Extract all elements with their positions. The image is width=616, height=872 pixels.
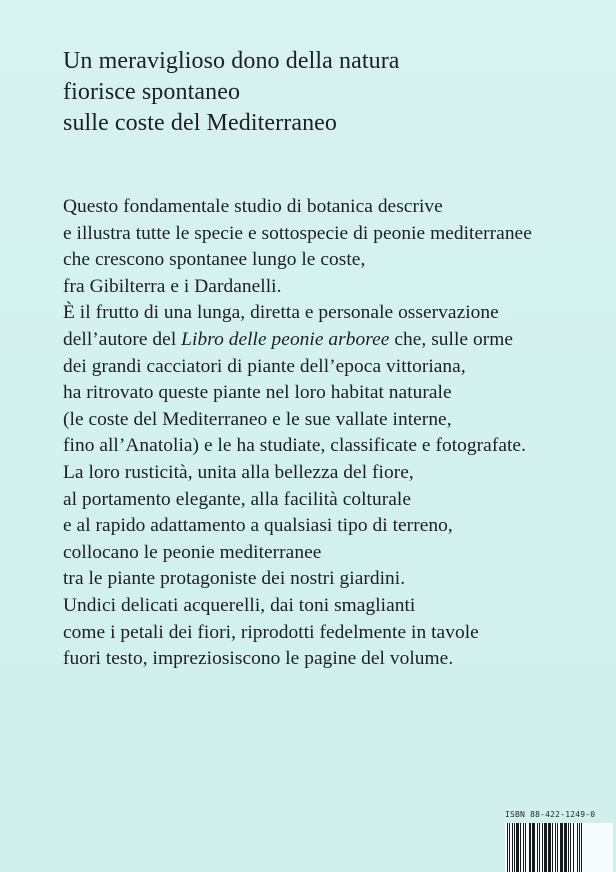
headline-line: Un meraviglioso dono della natura <box>63 48 400 74</box>
description-line: fuori testo, impreziosiscono le pagine del volume. <box>63 648 454 670</box>
book-title-italic: Libro delle peonie arboree <box>181 328 390 350</box>
isbn-barcode-block <box>505 810 613 872</box>
description-line: Undici delicati acquerelli, dai toni smaglianti <box>63 594 416 616</box>
description-line: come i petali dei fiori, riprodotti fedelmente in tavole <box>63 621 479 643</box>
description-line: Questo fondamentale studio di botanica descrive <box>63 196 443 217</box>
description-line: È il frutto di una lunga, diretta e personale osservazione <box>63 302 499 324</box>
description-line: dei grandi cacciatori di piante dell’epoca vittoriana, <box>63 355 466 377</box>
description-line: che crescono spontanee lungo le coste, <box>63 249 366 271</box>
description-line: ha ritrovato queste piante nel loro habitat naturale <box>63 382 452 404</box>
description-line: fino all’Anatolia) e le ha studiate, classificate e fotografate. <box>63 435 526 457</box>
barcode <box>505 823 613 872</box>
headline <box>63 46 583 139</box>
description-line: e illustra tutte le specie e sottospecie di peonie mediterranee <box>63 222 532 244</box>
description-line: e al rapido adattamento a qualsiasi tipo di terreno, <box>63 515 453 537</box>
description-line: dell’autore del Libro delle peonie arboree che, sulle orme <box>63 328 514 350</box>
description-line: tra le piante protagoniste dei nostri giardini. <box>63 568 406 590</box>
description-line: (le coste del Mediterraneo e le sue vallate interne, <box>63 408 452 430</box>
description-line: La loro rusticità, unita alla bellezza del fiore, <box>63 461 414 483</box>
description-text <box>63 194 593 673</box>
description-line: fra Gibilterra e i Dardanelli. <box>63 275 282 297</box>
headline-line: fiorisce spontaneo <box>63 79 241 105</box>
isbn-label: ISBN 88-422-1249-0 <box>505 810 596 819</box>
headline-line: sulle coste del Mediterraneo <box>63 110 338 136</box>
description-line: collocano le peonie mediterranee <box>63 541 322 563</box>
description-line: al portamento elegante, alla facilità colturale <box>63 488 411 510</box>
